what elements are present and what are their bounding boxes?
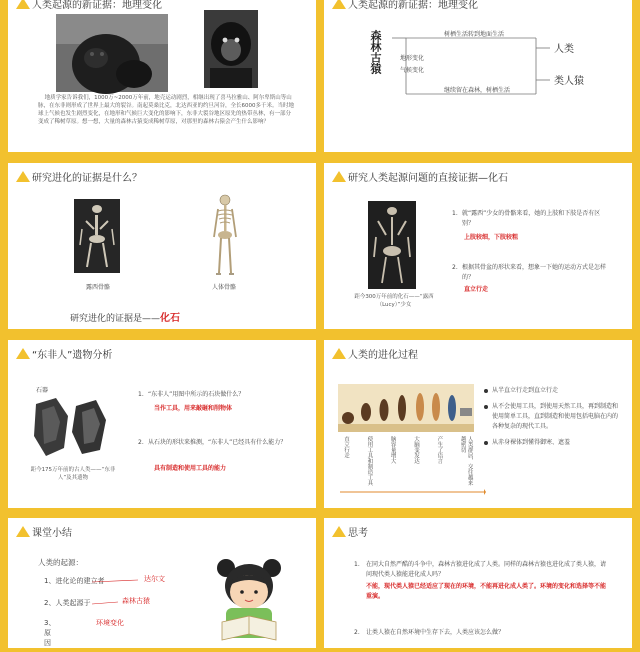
lucy-fossil-photo [368, 201, 416, 289]
evolution-branch-diagram [324, 0, 632, 152]
bullet-item [484, 438, 622, 448]
evolution-stage: 大脑变发达 [413, 436, 419, 464]
slide-paragraph: 地质学家告诉我们，1000万~2000万年前，地壳运动剧烈，相继出现了喜马拉雅山、阿尔卑斯山等山脉，在东非则形成了世界上最大的裂谷。南起莫桑比克，北达西亚的约旦河谷，全长6000多千米。当时地球上气候也发生剧烈变化，在地形和气候巨大变化的影响下，东非大裂谷地区原先的热带丛林，有一部分变成了稀树草原。想一想，大量的森林古猿变成稀树草原，对那里的森林古猿会产生什么影响？ [38, 95, 295, 125]
human-skeleton-icon [210, 193, 240, 277]
gorilla-photo [56, 14, 168, 92]
question-1: “东非人”用图中所示的石块做什么？ [148, 391, 245, 398]
bullet-item [484, 386, 622, 396]
evolution-stage: 脑容量增大 [389, 436, 396, 464]
question-2: 让类人猿在自然环境中生存下去，人类应该怎么做？ [366, 629, 505, 636]
bullet-dot-icon [484, 389, 488, 393]
slide-header [324, 163, 632, 187]
summary-item-3-answer: 环境变化 [96, 619, 124, 627]
bullet-text: 从不会使用工具，到使用天然工具，再到制造和使用简单工具，直到制造和使用包括电脑在内的各种复杂的现代工具。 [492, 403, 619, 430]
east-africa-caption: 距今175万年前的古人类——“东非人”及其遗物 [30, 467, 116, 481]
question-1-number: 1. [354, 561, 360, 568]
slide-geography-diagram [324, 0, 632, 152]
chimpanzee-photo [204, 10, 258, 88]
summary-item-2-answer: 森林古猿 [122, 597, 150, 605]
slide-title: 人类起源的新证据：地理变化 [32, 0, 162, 11]
answer-1: 不能，现代类人猿已经适应了现在的环境，不能再进化成人类了。环境的变化和选择等不能重演。 [366, 583, 607, 600]
bullet-list [484, 386, 622, 454]
triangle-icon [332, 171, 346, 182]
girl-reading-icon [204, 550, 294, 648]
triangle-icon [16, 0, 30, 9]
question-1: 就“露西”少女的骨骼来看，她的上肢和下肢是否有区别？ [462, 210, 601, 227]
summary-item-1: 1、进化论的建立者 [44, 577, 105, 585]
branch-bottom-label: 继续留在森林，树栖生活 [444, 87, 511, 94]
summary-item-3: 3、原因 [44, 619, 56, 647]
evolution-march-image [338, 384, 474, 432]
chimpanzee-icon [204, 10, 258, 88]
summary-heading: 人类的起源： [38, 558, 83, 567]
bullet-text: 从赤身裸体到懂得御寒、遮羞 [492, 439, 571, 446]
question-2-number: 2. [138, 439, 144, 446]
result-human: 人类 [554, 44, 574, 55]
slide-header [8, 340, 316, 364]
slide-evidence [8, 163, 316, 329]
slide-fossil-evidence [324, 163, 632, 329]
lucy-skeleton-photo [74, 199, 120, 273]
skeleton-fragments-icon [74, 199, 120, 273]
question-1: 在同大自然严酷的斗争中，森林古猿进化成了人类。同样的森林古猿也进化成了类人猿，请问现代类人猿能进化成人吗？ [366, 561, 607, 578]
stone-tools-image [30, 396, 110, 460]
slide-thinking [324, 518, 632, 648]
human-caption: 人体骨骼 [212, 284, 237, 291]
triangle-icon [332, 526, 346, 537]
branch-mid-label-1: 地形变化 [400, 55, 425, 62]
branch-mid-label-2: 气候变化 [400, 67, 425, 74]
slide-header [324, 340, 632, 364]
summary-item-1-answer: 达尔文 [144, 575, 165, 583]
slide-evolution-process [324, 340, 632, 508]
evidence-statement [70, 309, 180, 324]
evolution-stage: 使用工具和制造工具 [366, 436, 373, 486]
statement-text: 研究进化的证据是—— [70, 314, 161, 324]
evolution-march-icon [338, 384, 474, 432]
slide-geography-evidence [8, 0, 316, 152]
question-1-number: 1. [138, 391, 144, 398]
slide-title: “东非人”遗物分析 [32, 350, 113, 361]
question-2: 从石块的形状来推测，“东非人”已经具有什么能力？ [148, 439, 287, 446]
fossil-caption: 距今300万年前的化石——“露西（Lucy）”少女 [354, 294, 434, 308]
slide-title: 人类的进化过程 [348, 350, 418, 361]
question-2: 根据其骨盆的形状来看，想象一下她的运动方式是怎样的？ [462, 264, 607, 281]
evolution-stage: 产生了语言 [436, 436, 443, 464]
slide-east-africa-man [8, 340, 316, 508]
question-2-number: 2. [354, 629, 360, 636]
statement-answer: 化石 [160, 313, 181, 324]
branch-top-label: 树栖生活转到地面生活 [444, 31, 505, 38]
bullet-dot-icon [484, 405, 488, 409]
slide-title: 思考 [348, 528, 368, 539]
forest-ape-label: 森林古猿 [369, 30, 382, 74]
human-skeleton-figure [210, 193, 240, 277]
slide-title: 研究进化的证据是什么？ [32, 173, 142, 184]
bullet-item [484, 402, 622, 432]
question-2-number: 2. [452, 264, 458, 271]
reading-girl-illustration [204, 550, 294, 648]
bullet-dot-icon [484, 441, 488, 445]
gorilla-icon [56, 14, 168, 92]
slide-header [324, 518, 632, 542]
stone-tool-label: 石器 [36, 387, 49, 394]
answer-2: 直立行走 [464, 286, 489, 293]
slide-title: 研究人类起源问题的直接证据—化石 [348, 173, 508, 184]
answer-1: 当作工具，用来敲砸和削物体 [154, 405, 233, 412]
answer-1: 上肢较细，下肢较粗 [464, 234, 519, 241]
slide-summary [8, 518, 316, 648]
lucy-caption: 露西骨骼 [86, 284, 111, 291]
fossil-bones-icon [368, 201, 416, 289]
slide-header [8, 163, 316, 187]
triangle-icon [332, 348, 346, 359]
result-ape: 类人猿 [554, 76, 584, 87]
slide-title: 人类起源的新证据：地理变化 [348, 0, 478, 11]
stone-tool-icon [30, 396, 110, 460]
triangle-icon [16, 171, 30, 182]
question-1-number: 1. [452, 210, 458, 217]
bullet-text: 从半直立行走到直立行走 [492, 387, 559, 394]
triangle-icon [16, 348, 30, 359]
answer-2: 具有制造和使用工具的能力 [154, 465, 227, 472]
evolution-stage: 人类群居，交往越来越密切 [459, 436, 473, 486]
summary-item-2: 2、人类起源于 [44, 599, 91, 607]
evolution-stage: 直立行走 [343, 436, 349, 458]
slide-title: 课堂小结 [32, 528, 72, 539]
evolution-stages [336, 436, 486, 500]
